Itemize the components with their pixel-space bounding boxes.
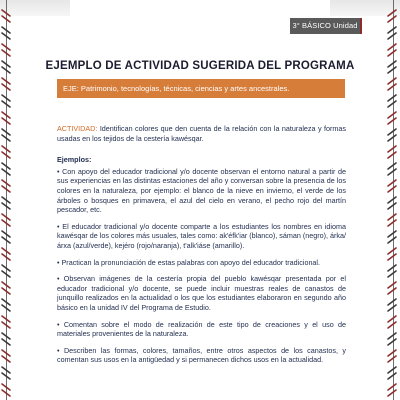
stitch-mark [2,44,10,56]
stitch-mark [388,129,396,141]
stitch-mark [2,129,10,141]
stitch-mark [388,299,396,311]
stitch-mark [388,95,396,107]
stitch-mark [388,112,396,124]
stitch-mark [2,10,10,22]
example-item: • Describen las formas, colores, tamaños, entre otros aspectos de los canastos, y comentan sus usos en la antigüedad y si permanecen dichos usos en la actualidad. [57,345,346,365]
stitch-mark [2,316,10,328]
stitch-mark [2,299,10,311]
stitch-mark [2,248,10,260]
activity-content [57,124,346,372]
stitch-mark [388,367,396,379]
stitch-mark [2,231,10,243]
left-stitch-decoration [0,6,14,400]
activity-label: ACTIVIDAD: [57,124,98,133]
stitch-mark [388,316,396,328]
activity-paragraph [57,124,346,143]
stitch-mark [388,265,396,277]
unit-tag-accent [360,18,362,34]
stitch-mark [2,333,10,345]
stitch-mark [2,61,10,73]
stitch-mark [2,27,10,39]
stitch-mark [2,95,10,107]
page-title: EJEMPLO DE ACTIVIDAD SUGERIDA DEL PROGRAMA [45,60,355,72]
stitch-mark [388,248,396,260]
stitch-mark [388,333,396,345]
example-item: • Practican la pronunciación de estas palabras con apoyo del educador tradicional. [57,257,321,267]
example-item: • Con apoyo del educador tradicional y/o docente observan el entorno natural a partir de sus experiencias en las distintas estaciones del año y conversan sobre la presencia de los colores en la naturaleza, por ejemplo: el blanco de la nieve en invierno, el verde de los árboles o bosques en primavera, el azul del cielo en verano, el pecho rojo del martín pescador, etc. [57,166,346,215]
stitch-mark [2,214,10,226]
stitch-mark [2,78,10,90]
stitch-mark [388,78,396,90]
stitch-mark [388,27,396,39]
examples-heading: Ejemplos: [57,155,92,165]
stitch-mark [388,10,396,22]
stitch-mark [388,44,396,56]
example-item: • Observan imágenes de la cestería propia del pueblo kawésqar presentada por el educador tradicional y/o docente, se puede incluir muestras reales de canastos de junquillo realizados en la actualidad o los que los estudiantes elaboraron en segundo año básico en la unidad IV del Programa de Estudio. [57,274,346,312]
stitch-mark [2,350,10,362]
stitch-mark [388,384,396,396]
example-item: • Comentan sobre el modo de realización de este tipo de creaciones y el uso de materiales provenientes de la naturaleza. [57,319,346,339]
stitch-mark [2,112,10,124]
stitch-mark [2,282,10,294]
example-item: • El educador tradicional y/o docente comparte a los estudiantes los nombres en idioma kawésqar de los colores más usuales, tales como: ak'éfk'iar (blanco), sáman (negro), árka/árxa (azul/verde), kejéro (rojo/naranja), t'alk'iáse (amarillo). [57,221,346,250]
activity-text: Identifican colores que den cuenta de la relación con la naturaleza y formas usadas en los tejidos de la cestería kawésqar. [57,124,346,143]
stitch-mark [388,180,396,192]
stitch-mark [388,197,396,209]
stitch-mark [388,214,396,226]
axis-banner: EJE: Patrimonio, tecnologías, técnicas, ciencias y artes ancestrales. [57,79,345,98]
stitch-mark [2,197,10,209]
stitch-mark [2,265,10,277]
stitch-mark [2,384,10,396]
stitch-mark [388,350,396,362]
stitch-mark [388,61,396,73]
stitch-mark [388,282,396,294]
stitch-mark [388,163,396,175]
right-stitch-decoration [386,6,400,400]
unit-tag: 3° BÁSICO Unidad 1 [290,18,360,34]
stitch-mark [2,146,10,158]
stitch-mark [388,146,396,158]
stitch-mark [2,163,10,175]
stitch-mark [2,180,10,192]
stitch-mark [388,231,396,243]
stitch-mark [2,367,10,379]
